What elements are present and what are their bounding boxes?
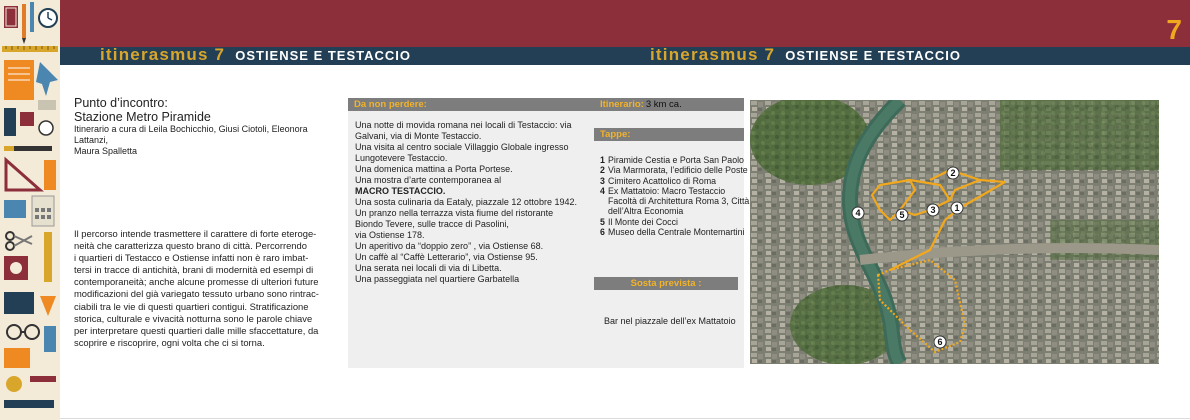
tappa-text: Ex Mattatoio: Macro Testaccio Facoltà di Architettura Roma 3, Città dell’Altra Economia bbox=[608, 185, 750, 217]
meeting-point bbox=[74, 96, 344, 157]
list-item: Una domenica mattina a Porta Portese. bbox=[355, 164, 513, 174]
tappe-list bbox=[600, 155, 750, 237]
da-non-perdere-list bbox=[355, 120, 595, 285]
header-band bbox=[60, 0, 1190, 47]
list-item: Lungotevere Testaccio. bbox=[355, 153, 448, 163]
intro-line: ciabili tra le vie di questi quartieri contigui. Stratificazione bbox=[74, 300, 309, 312]
intro-line: neità che caratterizza questo brano di città. Percorrendo bbox=[74, 240, 307, 252]
itinerario-heading bbox=[594, 98, 744, 111]
itinerary-label: itinerasmus 7 bbox=[650, 45, 776, 64]
intro-line: per interpretare questi quartieri dalle mille sfaccettature, da bbox=[74, 324, 319, 336]
itinerario-label: Itinerario: bbox=[600, 99, 644, 110]
map-marker: 5 bbox=[899, 210, 905, 220]
map-marker: 4 bbox=[855, 208, 861, 218]
list-item: Biondo Tevere, sulle tracce di Pasolini, bbox=[355, 219, 509, 229]
aerial-map-image bbox=[750, 100, 1159, 364]
list-item: via Ostiense 178. bbox=[355, 230, 425, 240]
decorative-left-strip bbox=[0, 0, 60, 420]
intro-line: scoprire e riscoprire, ogni volta che ci si torna. bbox=[74, 336, 265, 348]
tappa-number: 1 bbox=[600, 155, 605, 165]
page-number: 7 bbox=[1166, 14, 1182, 45]
list-item: Un pranzo nella terrazza vista fiume del ristorante bbox=[355, 208, 554, 218]
list-item: Un caffè al “Caffè Letterario”, via Ostiense 95. bbox=[355, 252, 538, 262]
list-item: Una sosta culinaria da Eataly, piazzale 12 ottobre 1942. bbox=[355, 197, 577, 207]
tappe-title: Tappe: bbox=[600, 129, 631, 140]
intro-line: i quartieri di Testacco e Ostiense infatti non è raro imbat- bbox=[74, 252, 309, 264]
tappa-item bbox=[600, 165, 750, 175]
bottom-divider bbox=[60, 418, 1190, 419]
tappa-number: 2 bbox=[600, 165, 605, 176]
tappa-text: Via Marmorata, l’edificio delle Poste bbox=[608, 165, 748, 176]
itinerary-label: itinerasmus 7 bbox=[100, 45, 226, 64]
tappa-item bbox=[600, 186, 750, 217]
place-label: OSTIENSE E TESTACCIO bbox=[235, 48, 411, 63]
tappa-number: 3 bbox=[600, 175, 605, 186]
list-item: Una notte di movida romana nei locali di Testaccio: via bbox=[355, 120, 572, 130]
tappa-item bbox=[600, 227, 750, 237]
intro-line: storica, culturale e vivacità notturna sono le parole chiave bbox=[74, 312, 313, 324]
map-marker: 6 bbox=[937, 337, 943, 347]
tappa-text: Il Monte dei Cocci bbox=[608, 216, 678, 227]
header-title-right bbox=[650, 45, 961, 67]
list-item: Un aperitivo da “doppio zero” , via Ostiense 68. bbox=[355, 241, 544, 251]
aerial-map bbox=[750, 100, 1159, 364]
list-item: MACRO TESTACCIO. bbox=[355, 186, 446, 196]
list-item: Una passeggiata nel quartiere Garbatella bbox=[355, 274, 520, 284]
map-marker: 2 bbox=[950, 168, 956, 178]
tappa-number: 6 bbox=[600, 227, 605, 238]
tappa-item bbox=[600, 155, 750, 165]
tappa-number: 5 bbox=[600, 216, 605, 227]
tappa-text: Museo della Centrale Montemartini bbox=[608, 227, 745, 238]
map-marker: 1 bbox=[954, 203, 960, 213]
stationery-pattern-icon bbox=[0, 0, 60, 420]
sosta-heading bbox=[594, 277, 738, 290]
list-item: Una mostra d’arte contemporanea al bbox=[355, 175, 502, 185]
intro-line: Il percorso intende trasmettere il carattere di forte eteroge- bbox=[74, 228, 317, 239]
meeting-label: Punto d’incontro: bbox=[74, 96, 168, 110]
da-non-perdere-title: Da non perdere: bbox=[354, 99, 427, 110]
tappa-text: Piramide Cestia e Porta San Paolo bbox=[608, 155, 744, 165]
map-marker: 3 bbox=[930, 205, 936, 215]
credits-line: Maura Spalletta bbox=[74, 146, 138, 156]
intro-line: tersi in tracce di antichità, brani di modernità ed esempi di bbox=[74, 264, 314, 276]
tappa-text: Cimitero Acattolico di Roma bbox=[608, 175, 717, 186]
itinerario-value: 3 km ca. bbox=[645, 99, 682, 110]
da-non-perdere-heading bbox=[348, 98, 594, 111]
tappe-heading bbox=[594, 128, 744, 141]
intro-paragraph bbox=[74, 228, 342, 349]
tappa-number: 4 bbox=[600, 185, 605, 196]
header-title-left bbox=[100, 45, 411, 67]
tappa-item bbox=[600, 176, 750, 186]
place-label: OSTIENSE E TESTACCIO bbox=[785, 48, 961, 63]
sosta-title: Sosta prevista : bbox=[630, 278, 702, 289]
credits-line: Itinerario a cura di Leila Bochicchio, Giusi Ciotoli, Eleonora Lattanzi, bbox=[74, 124, 308, 145]
list-item: Una visita al centro sociale Villaggio Globale ingresso bbox=[355, 142, 569, 152]
intro-line: contemporaneità; anche alcune promesse di ulteriori future bbox=[74, 276, 319, 288]
sosta-text: Bar nel piazzale dell’ex Mattatoio bbox=[604, 316, 736, 326]
tappa-item bbox=[600, 217, 750, 227]
list-item: Galvani, via di Monte Testaccio. bbox=[355, 131, 482, 141]
list-item: Una serata nei locali di via di Libetta. bbox=[355, 263, 502, 273]
meeting-station: Stazione Metro Piramide bbox=[74, 110, 211, 124]
intro-line: modificazioni del già variegato tessuto urbano sono rintrac- bbox=[74, 288, 319, 300]
